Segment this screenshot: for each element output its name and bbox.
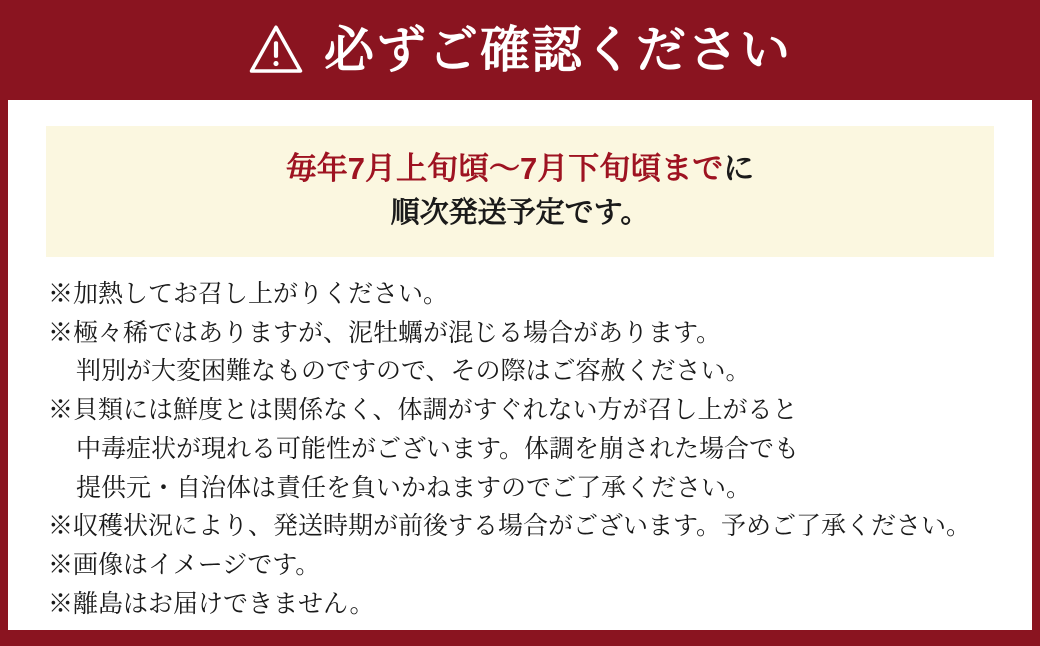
note-line: 判別が大変困難なものですので、その際はご容赦ください。	[76, 357, 751, 386]
shipping-period-accent: 毎年7月上旬頃〜7月下旬頃まで	[285, 151, 724, 186]
note-line: ※加熱してお召し上がりください。	[48, 279, 449, 308]
note-line: ※収穫状況により、発送時期が前後する場合がございます。予めご了承ください。	[48, 512, 972, 541]
note-line: ※離島はお届けできません。	[48, 589, 375, 618]
notice-card	[8, 100, 1032, 630]
note-line: ※貝類には鮮度とは関係なく、体調がすぐれない方が召し上がると	[48, 396, 798, 425]
notes-list	[46, 275, 994, 624]
note-line: ※画像はイメージです。	[48, 551, 321, 580]
note-line: ※極々稀ではありますが、泥牡蠣が混じる場合があります。	[48, 318, 722, 347]
page-title: 必ずご確認ください	[324, 22, 792, 78]
note-line: 中毒症状が現れる可能性がございます。体調を崩された場合でも	[76, 434, 800, 463]
warning-triangle-icon	[248, 22, 304, 78]
shipping-period-line1	[56, 148, 984, 190]
poster-header	[0, 0, 1040, 100]
shipping-period-tail: に	[723, 151, 755, 186]
note-line: 提供元・自治体は責任を負いかねますのでご了承ください。	[76, 473, 752, 502]
shipping-period-highlight	[46, 126, 994, 257]
shipping-period-line2: 順次発送予定です。	[390, 196, 650, 229]
